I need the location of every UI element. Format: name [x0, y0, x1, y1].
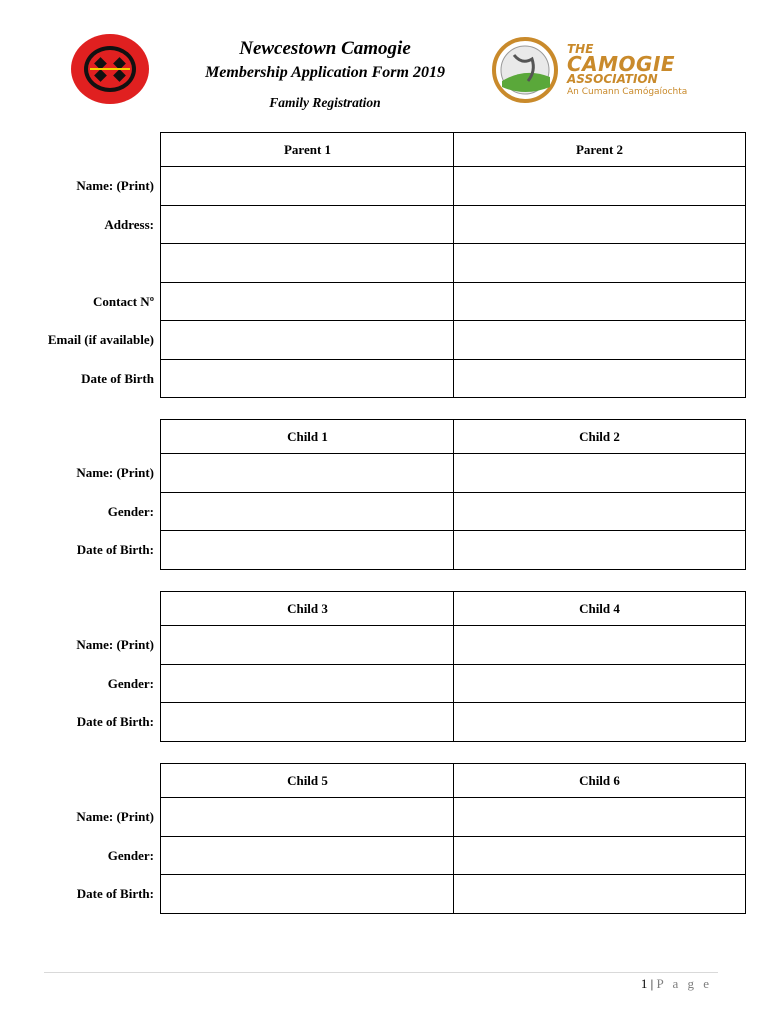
table-row	[0, 283, 770, 322]
form-subtitle: Family Registration	[269, 95, 381, 110]
parent-1-dob-field[interactable]	[160, 360, 454, 399]
child-1-gender-field[interactable]	[160, 493, 454, 532]
assoc-association: ASSOCIATION	[567, 72, 658, 86]
table-row	[0, 798, 770, 837]
row-label: Name: (Print)	[76, 809, 154, 825]
child-5-dob-field[interactable]	[160, 875, 454, 914]
table-row	[0, 454, 770, 493]
child-1-dob-field[interactable]	[160, 531, 454, 570]
table-row	[0, 360, 770, 399]
child-6-dob-field[interactable]	[453, 875, 746, 914]
assoc-camogie: CAMOGIE	[567, 52, 676, 76]
footer-divider	[44, 972, 718, 973]
child-6-gender-field[interactable]	[453, 837, 746, 876]
parent-2-name-field[interactable]	[453, 167, 746, 206]
child-1-header: Child 1	[160, 419, 454, 454]
assoc-the: THE	[567, 42, 594, 56]
child-4-header: Child 4	[453, 591, 746, 626]
child-2-gender-field[interactable]	[453, 493, 746, 532]
child-4-name-field[interactable]	[453, 626, 746, 665]
row-label: Gender:	[107, 503, 154, 519]
page-separator: |	[650, 976, 654, 991]
child-2-header: Child 2	[453, 419, 746, 454]
parent-2-email-field[interactable]	[453, 321, 746, 360]
child-4-dob-field[interactable]	[453, 703, 746, 742]
child-6-name-field[interactable]	[453, 798, 746, 837]
parent-1-header: Parent 1	[160, 132, 454, 167]
parent-2-contact-field[interactable]	[453, 283, 746, 322]
row-label: Address:	[104, 216, 154, 232]
table-row	[0, 837, 770, 876]
table-row	[0, 665, 770, 704]
child-1-name-field[interactable]	[160, 454, 454, 493]
table-row	[0, 493, 770, 532]
table-row	[0, 167, 770, 206]
form-title: Membership Application Form 2019	[205, 64, 445, 81]
parents-table	[0, 132, 770, 398]
row-label: Gender:	[107, 675, 154, 691]
table-row	[0, 703, 770, 742]
child-3-header: Child 3	[160, 591, 454, 626]
row-label: Date of Birth:	[76, 714, 154, 730]
row-label: Date of Birth:	[76, 542, 154, 558]
child-4-gender-field[interactable]	[453, 665, 746, 704]
children-header-row	[0, 419, 770, 454]
table-row	[0, 244, 770, 283]
page-number: 1	[640, 976, 648, 991]
page-label: P a g e	[656, 976, 712, 991]
parents-header-row	[0, 132, 770, 167]
child-5-gender-field[interactable]	[160, 837, 454, 876]
child-2-name-field[interactable]	[453, 454, 746, 493]
parent-2-header: Parent 2	[453, 132, 746, 167]
parent-1-address-field[interactable]	[160, 206, 454, 245]
child-2-dob-field[interactable]	[453, 531, 746, 570]
row-label: Name: (Print)	[76, 178, 154, 194]
children-table-3	[0, 763, 770, 914]
row-label: Date of Birth:	[76, 886, 154, 902]
child-3-gender-field[interactable]	[160, 665, 454, 704]
table-row	[0, 531, 770, 570]
parent-2-address-field[interactable]	[453, 206, 746, 245]
children-header-row	[0, 763, 770, 798]
row-label: Name: (Print)	[76, 637, 154, 653]
assoc-irish-name: An Cumann Camógaíochta	[567, 87, 688, 97]
row-label: Gender:	[107, 847, 154, 863]
child-5-name-field[interactable]	[160, 798, 454, 837]
parent-2-address-line2-field[interactable]	[453, 244, 746, 283]
parent-1-contact-field[interactable]	[160, 283, 454, 322]
row-label: Email (if available)	[47, 332, 154, 348]
child-3-dob-field[interactable]	[160, 703, 454, 742]
child-5-header: Child 5	[160, 763, 454, 798]
club-name: Newcestown Camogie	[239, 38, 411, 59]
row-label: Contact Nº	[93, 293, 154, 309]
parent-1-email-field[interactable]	[160, 321, 454, 360]
parent-1-address-line2-field[interactable]	[160, 244, 454, 283]
table-row	[0, 321, 770, 360]
parent-1-name-field[interactable]	[160, 167, 454, 206]
child-3-name-field[interactable]	[160, 626, 454, 665]
table-row	[0, 626, 770, 665]
children-header-row	[0, 591, 770, 626]
table-row	[0, 875, 770, 914]
children-table-2	[0, 591, 770, 742]
row-label: Date of Birth	[81, 370, 154, 386]
table-row	[0, 206, 770, 245]
child-6-header: Child 6	[453, 763, 746, 798]
row-label: Name: (Print)	[76, 465, 154, 481]
parent-2-dob-field[interactable]	[453, 360, 746, 399]
page-footer	[641, 976, 712, 992]
children-table-1	[0, 419, 770, 570]
